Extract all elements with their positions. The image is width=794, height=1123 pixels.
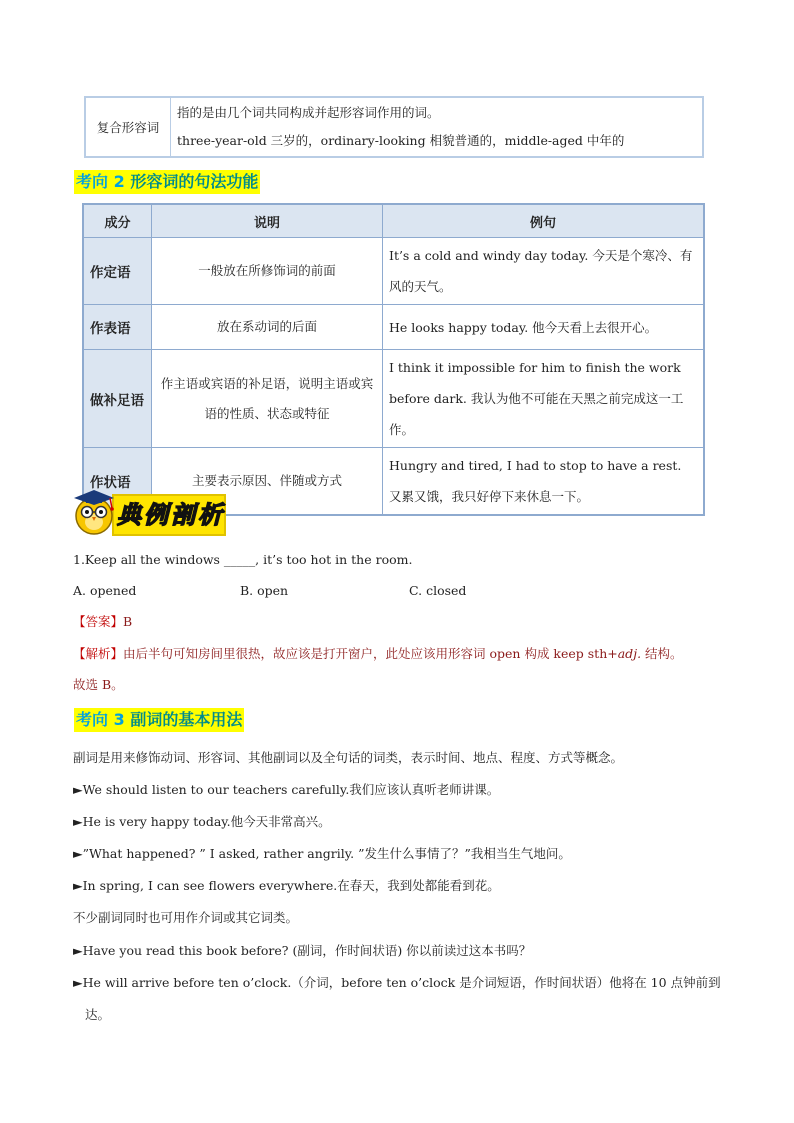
row-desc: 放在系动词的后面 xyxy=(152,305,383,350)
option-b: B. open xyxy=(240,583,289,598)
section-heading-3 xyxy=(74,708,244,732)
question-stem: 1.Keep all the windows _____, it’s too hot in the room. xyxy=(73,552,413,567)
option-a: A. opened xyxy=(73,583,137,598)
table-header-role: 成分 xyxy=(83,204,152,238)
section-prefix: 考向 xyxy=(76,710,109,729)
row-desc: 一般放在所修饰词的前面 xyxy=(152,238,383,305)
analysis-adj: adj. xyxy=(617,646,642,661)
compound-content xyxy=(171,97,704,157)
row-role: 作表语 xyxy=(83,305,152,350)
row-desc: 主要表示原因、伴随或方式 xyxy=(152,448,383,516)
compound-examples: three-year-old 三岁的，ordinary-looking 相貌普通的，middle-aged 中年的 xyxy=(177,133,625,148)
adverb-example: ►”What happened? ” I asked, rather angrily. ”发生什么事情了？”我相当生气地问。 xyxy=(73,846,571,861)
answer-line xyxy=(73,612,132,632)
row-example: Hungry and tired, I had to stop to have a rest. 又累又饿，我只好停下来休息一下。 xyxy=(383,448,705,516)
adverb-example: ►Have you read this book before? (副词，作时间状语) 你以前读过这本书吗？ xyxy=(73,943,532,958)
answer-label: 【答案】 xyxy=(73,614,124,629)
scholar-owl-icon xyxy=(72,488,118,538)
row-example: He looks happy today. 他今天看上去很开心。 xyxy=(383,305,705,350)
section-prefix: 考向 xyxy=(76,172,109,191)
option-c: C. closed xyxy=(409,583,467,598)
row-role: 作状语 xyxy=(83,448,152,516)
section-heading-2 xyxy=(74,170,260,194)
row-role: 做补足语 xyxy=(83,350,152,448)
table-header-example: 例句 xyxy=(383,204,705,238)
compound-adjective-table xyxy=(84,96,704,158)
adverb-example-continued: 达。 xyxy=(85,1007,111,1022)
analysis-text: 由后半句可知房间里很热，故应该是打开窗户，此处应该用形容词 open 构成 keep sth+ xyxy=(123,646,618,661)
section-number: 3 xyxy=(113,710,125,729)
analysis-label: 【解析】 xyxy=(73,646,124,661)
example-analysis-banner xyxy=(72,488,226,538)
row-desc: 作主语或宾语的补足语，说明主语或宾语的性质、状态或特征 xyxy=(152,350,383,448)
analysis-end: 结构。 xyxy=(641,646,683,661)
section-title: 形容词的句法功能 xyxy=(130,172,259,191)
adverb-example: ►We should listen to our teachers carefully.我们应该认真听老师讲课。 xyxy=(73,782,500,797)
answer-value: B xyxy=(123,614,133,629)
adverb-note: 不少副词同时也可用作介词或其它词类。 xyxy=(73,910,299,925)
adverb-example: ►He is very happy today.他今天非常高兴。 xyxy=(73,814,331,829)
compound-definition: 指的是由几个词共同构成并起形容词作用的词。 xyxy=(177,105,440,120)
table-row xyxy=(83,238,704,305)
analysis-line xyxy=(73,644,683,664)
adverb-intro: 副词是用来修饰动词、形容词、其他副词以及全句话的词类，表示时间、地点、程度、方式等概念。 xyxy=(73,750,624,765)
compound-label: 复合形容词 xyxy=(85,97,171,157)
banner-text: 典例剖析 xyxy=(117,501,225,529)
section-number: 2 xyxy=(113,172,125,191)
table-header-desc: 说明 xyxy=(152,204,383,238)
row-role: 作定语 xyxy=(83,238,152,305)
adverb-example: ►In spring, I can see flowers everywhere.在春天，我到处都能看到花。 xyxy=(73,878,500,893)
adverb-example: ►He will arrive before ten o’clock.（介词，before ten o’clock 是介词短语，作时间状语）他将在 10 点钟前到 xyxy=(73,975,721,990)
row-example: It’s a cold and windy day today. 今天是个寒冷、有风的天气。 xyxy=(383,238,705,305)
syntax-function-table xyxy=(82,203,705,516)
section-title: 副词的基本用法 xyxy=(130,710,243,729)
analysis-conclusion: 故选 B。 xyxy=(73,677,124,692)
table-row xyxy=(83,350,704,448)
row-example: I think it impossible for him to finish the work before dark. 我认为他不可能在天黑之前完成这一工作。 xyxy=(383,350,705,448)
table-row xyxy=(83,305,704,350)
